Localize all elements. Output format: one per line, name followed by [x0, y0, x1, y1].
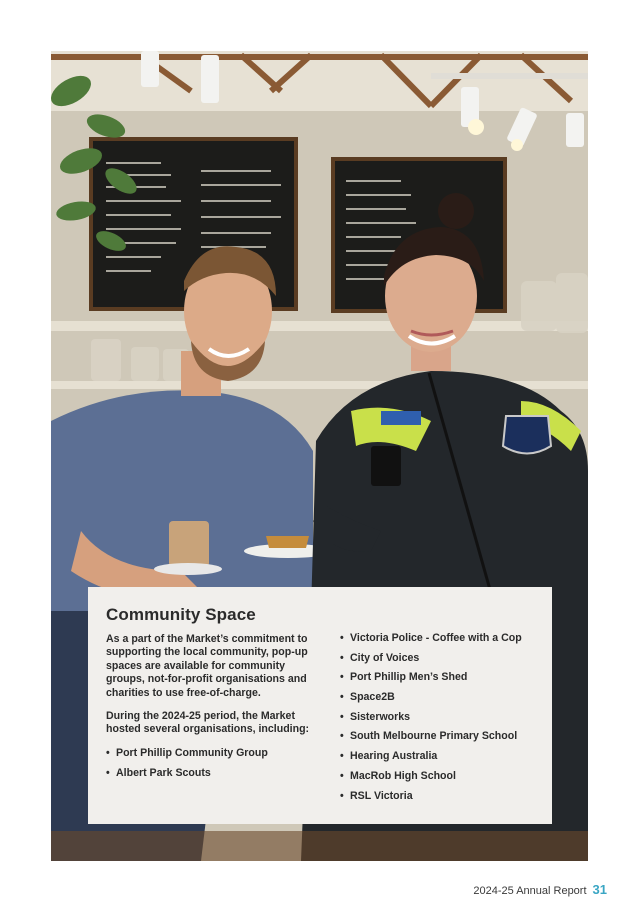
list-item: • Hearing Australia — [340, 750, 540, 763]
list-item: • Space2B — [340, 691, 540, 704]
card-left-column — [106, 633, 316, 787]
list-item: • Sisterworks — [340, 711, 540, 724]
right-organisation-list — [340, 632, 540, 803]
list-item: • RSL Victoria — [340, 790, 540, 803]
list-item: • South Melbourne Primary School — [340, 730, 540, 743]
card-right-column — [340, 632, 540, 809]
period-paragraph: During the 2024-25 period, the Market hosted several organisations, including: — [106, 710, 310, 736]
list-item: • MacRob High School — [340, 770, 540, 783]
intro-paragraph: As a part of the Market’s commitment to supporting the local community, pop-up spaces are available for community groups, not-for-profit organisations and charities to use free-of-charge. — [106, 633, 308, 699]
report-title: 2024-25 Annual Report — [473, 885, 587, 897]
community-space-card — [88, 587, 552, 824]
list-item: • Port Phillip Community Group — [106, 747, 316, 760]
left-organisation-list — [106, 747, 316, 780]
list-item: • Port Phillip Men’s Shed — [340, 671, 540, 684]
page-number: 31 — [592, 882, 607, 897]
list-item: • Victoria Police - Coffee with a Cop — [340, 632, 540, 645]
list-item: • Albert Park Scouts — [106, 767, 316, 780]
page-footer — [473, 882, 607, 897]
card-title: Community Space — [106, 605, 256, 624]
list-item: • City of Voices — [340, 652, 540, 665]
